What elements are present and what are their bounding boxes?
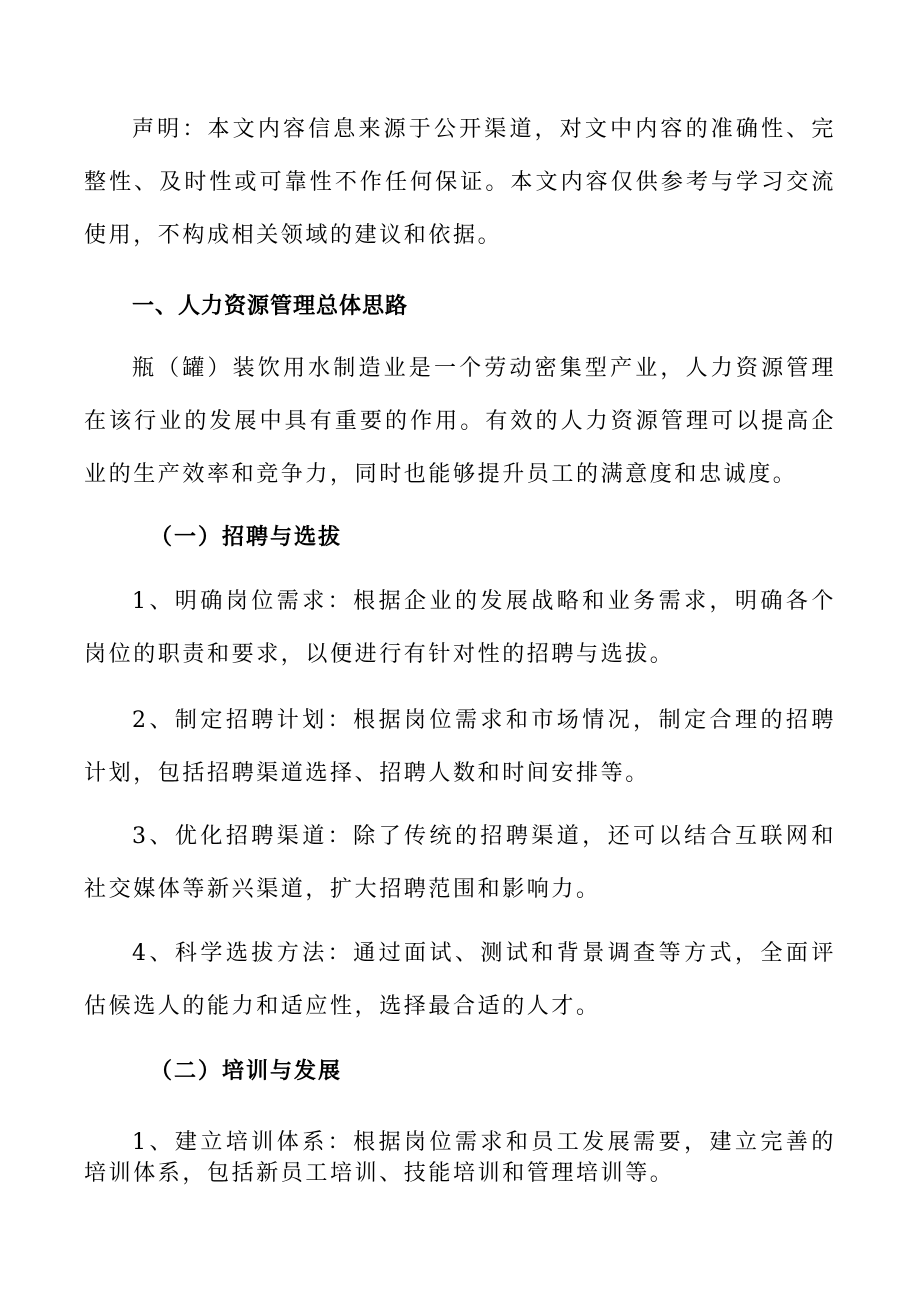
recruitment-item-4: 4、科学选拔方法：通过面试、测试和背景调查等方式，全面评估候选人的能力和适应性，选择最合适的人才。 — [84, 941, 836, 1019]
subsection-heading-recruitment: （一）招聘与选拔 — [150, 524, 343, 550]
recruitment-item-3: 3、优化招聘渠道：除了传统的招聘渠道，还可以结合互联网和社交媒体等新兴渠道，扩大招聘范围和影响力。 — [84, 824, 836, 902]
section-heading-hr-overview: 一、人力资源管理总体思路 — [132, 294, 409, 319]
recruitment-item-2: 2、制定招聘计划：根据岗位需求和市场情况，制定合理的招聘计划，包括招聘渠道选择、招聘人数和时间安排等。 — [84, 708, 836, 786]
section-intro-paragraph: 瓶（罐）装饮用水制造业是一个劳动密集型产业，人力资源管理在该行业的发展中具有重要的作用。有效的人力资源管理可以提高企业的生产效率和竞争力，同时也能够提升员工的满意度和忠诚度。 — [84, 356, 836, 487]
subsection-heading-training: （二）培训与发展 — [150, 1058, 343, 1084]
recruitment-item-1: 1、明确岗位需求：根据企业的发展战略和业务需求，明确各个岗位的职责和要求，以便进行有针对性的招聘与选拔。 — [84, 589, 836, 667]
training-item-1: 1、建立培训体系：根据岗位需求和员工发展需要，建立完善的培训体系，包括新员工培训、技能培训和管理培训等。 — [84, 1130, 836, 1186]
disclaimer-paragraph: 声明：本文内容信息来源于公开渠道，对文中内容的准确性、完整性、及时性或可靠性不作任何保证。本文内容仅供参考与学习交流使用，不构成相关领域的建议和依据。 — [84, 117, 836, 248]
